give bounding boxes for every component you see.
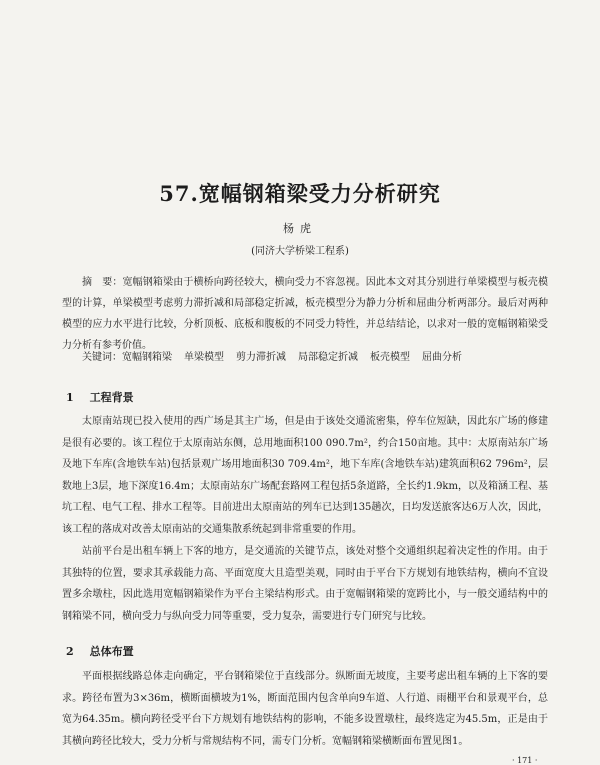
abstract: 摘 要：宽幅钢箱梁由于横桥向跨径较大，横向受力不容忽视。因此本文对其分别进行单梁模型与板壳模型的计算，单梁模型考虑剪力滞折减和局部稳定折减，板壳模型分为静力分析和屈曲分析两部分。最后对两种模型的应力水平进行比较，分析顶板、底板和腹板的不同受力特性，并总结结论，以求对一般的宽幅钢箱梁受力分析有参考价值。 xyxy=(62,277,548,351)
section-heading-1 xyxy=(66,389,134,405)
keyword: 宽幅钢箱梁 xyxy=(122,352,172,363)
author-affiliation: (同济大学桥梁工程系) xyxy=(251,246,349,257)
section2-paragraph-1: 平面根据线路总体走向确定，平台钢箱梁位于直线部分。纵断面无坡度，主要考虑出租车辆的上下客的要求。跨径布置为3×36m，横断面横坡为1%，断面范围内包含单向9车道、人行道、雨棚平台和景观平台，总宽为64.35m。横向跨径受平台下方规划有地铁结构的影响，不能多设置墩柱，最终选定为45.5m，正是由于其横向跨径比较大，受力分析与常规结构不同，需专门分析。宽幅钢箱梁横断面布置见图1。 xyxy=(62,671,548,747)
keywords xyxy=(82,347,552,368)
keyword: 剪力滞折减 xyxy=(236,352,286,363)
section-heading-2 xyxy=(66,643,134,659)
section-title: 总体布置 xyxy=(89,645,134,658)
section-number: 1 xyxy=(66,391,74,404)
keyword: 板壳模型 xyxy=(370,352,410,363)
author-name: 杨虎 xyxy=(283,222,317,235)
paper-title: 57.宽幅钢箱梁受力分析研究 xyxy=(159,181,441,206)
section1-paragraph-2: 站前平台是出租车辆上下客的地方，是交通流的关键节点，该处对整个交通组织起着决定性的作用。由于其独特的位置，要求其承载能力高、平面宽度大且造型美观，同时由于平台下方规划有地铁结构，横向不宜设置多余墩柱，因此选用宽幅钢箱梁作为平台主梁结构形式。由于宽幅钢箱梁的宽跨比小，与一般交通结构中的钢箱梁不同，横向受力与纵向受力同等重要，受力复杂，需要进行专门研究与比较。 xyxy=(62,546,548,622)
section-number: 2 xyxy=(66,645,74,658)
section-title: 工程背景 xyxy=(89,391,134,404)
keyword: 单梁模型 xyxy=(184,352,224,363)
keyword: 屈曲分析 xyxy=(422,352,462,363)
keywords-label: 关键词： xyxy=(82,352,122,363)
section1-paragraph-1: 太原南站现已投入使用的西广场是其主广场，但是由于该处交通流密集，停车位短缺，因此东广场的修建是很有必要的。该工程位于太原南站东侧，总用地面积100 090.7m²，约合150亩地。其中：太原南站东广场及地下车库(含地铁车站)包括景观广场用地面积30 709.4m²，地下车库(含地铁车站)建筑面积62 796m²，层数地上3层，地下深度16.4m；太原南站东广场配套路网工程包括5条道路，全长约1.9km，以及箱涵工程、基坑工程、电气工程、排水工程等。目前进出太原南站的列车已达到135趟次，日均发送旅客达6万人次，因此，该工程的落成对改善太原南站的交通集散系统起到非常重要的作用。 xyxy=(62,416,548,535)
page-number: · 171 · xyxy=(512,756,538,765)
keyword: 局部稳定折减 xyxy=(298,352,358,363)
